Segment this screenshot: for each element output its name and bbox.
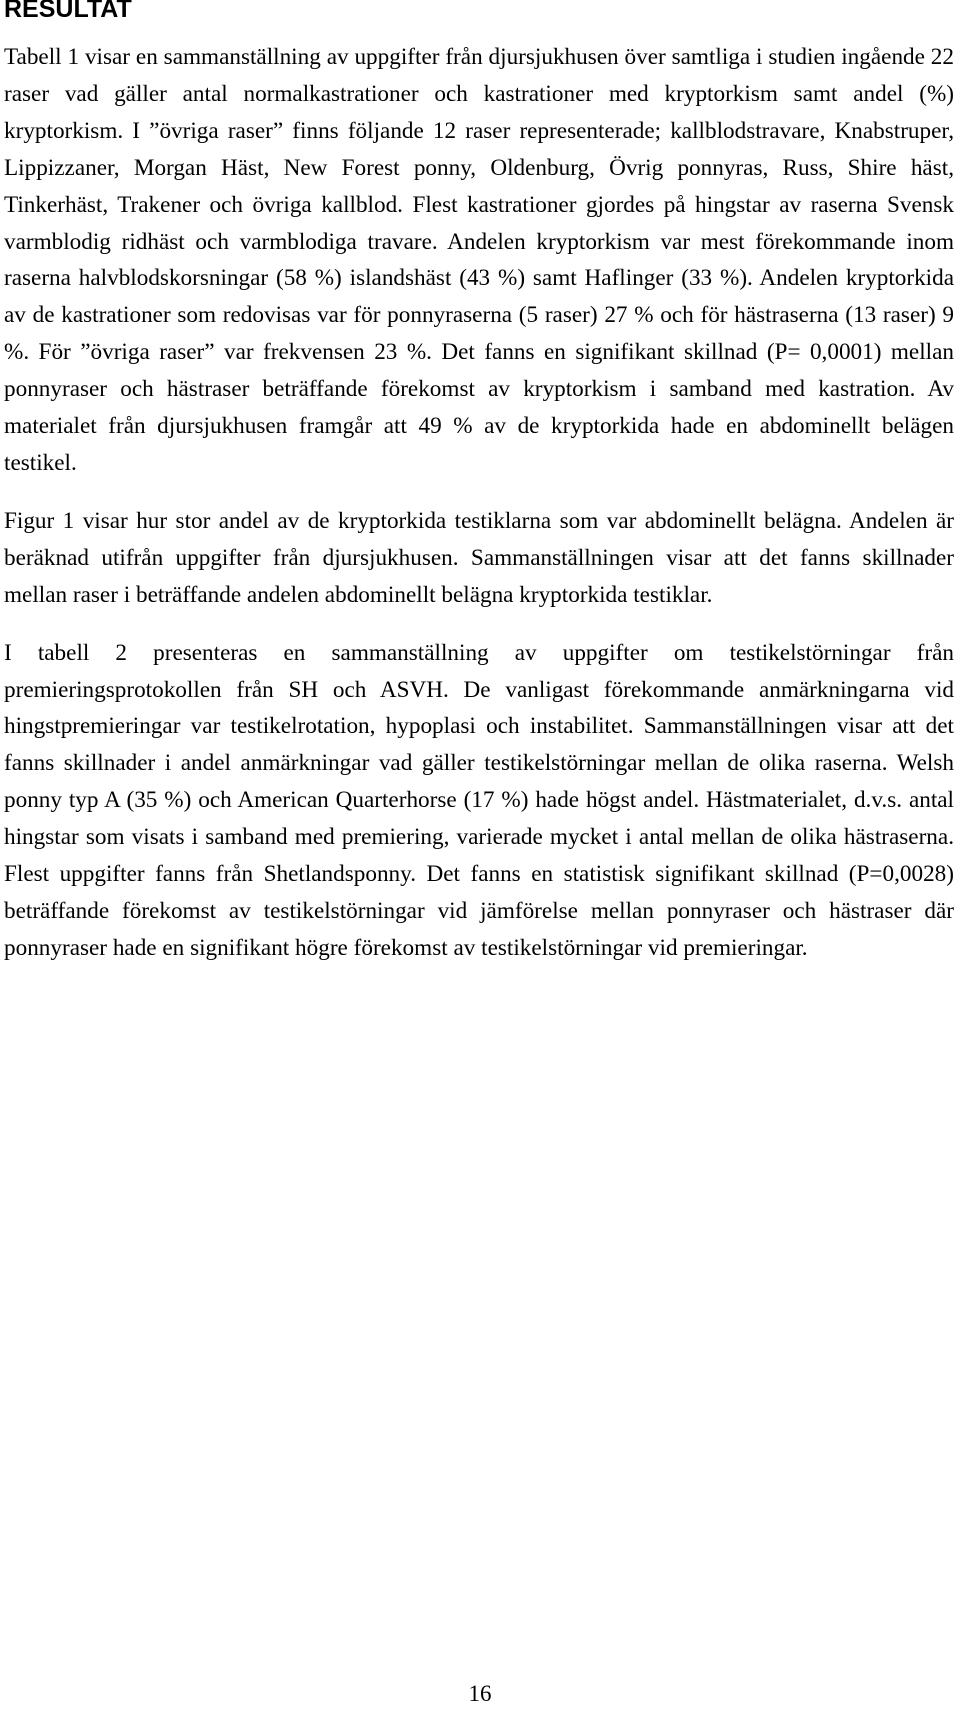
paragraph-tabell-2: I tabell 2 presenteras en sammanställning av uppgifter om testikelstörningar från premieringsprotokollen från SH och ASVH. De vanligast förekommande anmärkningarna vid hingstpremieringar var testikelrotation, hypoplasi och instabilitet. Sammanställningen visar att det fanns skillnader i andel anmärkningar vad gäller testikelstörningar mellan de olika raserna. Welsh ponny typ A (35 %) och American Quarterhorse (17 %) hade högst andel. Hästmaterialet, d.v.s. antal hingstar som visats i samband med premiering, varierade mycket i antal mellan de olika hästraserna. Flest uppgifter fanns från Shetlandsponny. Det fanns en statistisk signifikant skillnad (P=0,0028) beträffande förekomst av testikelstörningar vid jämförelse mellan ponnyraser och hästraser där ponnyraser hade en signifikant högre förekomst av testikelstörningar vid premieringar.	[4, 639, 954, 961]
page-number: 16	[468, 1681, 492, 1706]
paragraph-tabell-1: Tabell 1 visar en sammanställning av uppgifter från djursjukhusen över samtliga i studien ingående 22 raser vad gäller antal normalkastrationer och kastrationer med kryptorkism samt andel (%) kryptorkism. I ”övriga raser” finns följande 12 raser representerade; kallblodstravare, Knabstruper, Lippizzaner, Morgan Häst, New Forest ponny, Oldenburg, Övrig ponnyras, Russ, Shire häst, Tinkerhäst, Trakener och övriga kallblod. Flest kastrationer gjordes på hingstar av raserna Svensk varmblodig ridhäst och varmblodiga travare. Andelen kryptorkism var mest förekommande inom raserna halvblodskorsningar (58 %) islandshäst (43 %) samt Haflinger (33 %). Andelen kryptorkida av de kastrationer som redovisas var för ponnyraserna (5 raser) 27 % och för hästraserna (13 raser) 9 %. För ”övriga raser” var frekvensen 23 %. Det fanns en signifikant skillnad (P= 0,0001) mellan ponnyraser och hästraser beträffande förekomst av kryptorkism i samband med kastration. Av materialet från djursjukhusen framgår att 49 % av de kryptorkida hade en abdominellt belägen testikel.	[4, 44, 954, 476]
page-number-container	[0, 1680, 960, 1708]
body-text	[4, 39, 954, 967]
section-heading: RESULTAT	[4, 0, 132, 23]
paragraph-figur-1: Figur 1 visar hur stor andel av de kryptorkida testiklarna som var abdominellt belägna. Andelen är beräknad utifrån uppgifter från djursjukhusen. Sammanställningen visar att det fanns skillnader mellan raser i beträffande andelen abdominellt belägna kryptorkida testiklar.	[4, 507, 954, 608]
